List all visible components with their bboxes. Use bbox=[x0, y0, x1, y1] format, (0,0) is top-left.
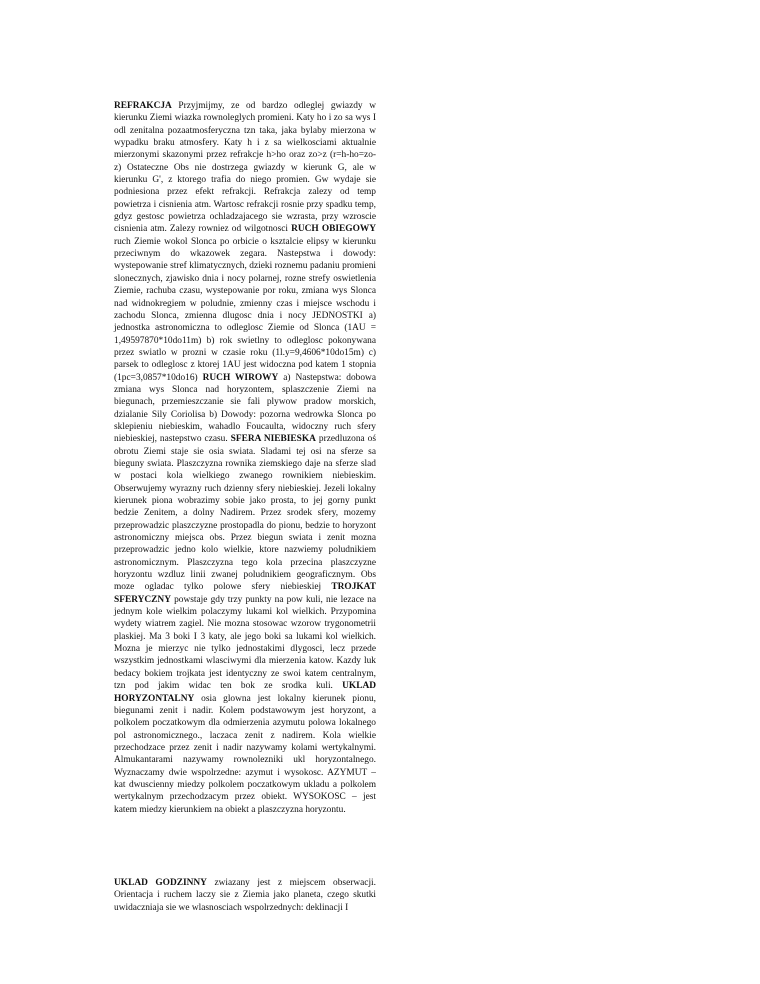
heading-uklad-horyzontalny: UKLAD HORYZONTALNY bbox=[114, 681, 376, 704]
text-uklad-horyzontalny: osia glowna jest lokalny kierunek pionu, biegunami zenit i nadir. Kolem podstawowym jest horyzont, a polkolem poczatkowym dla odmierzenia azymutu polowa lokalnego pol astronomicznego., laczaca zenit z nadirem. Kola wielkie przechodzace przez zenit i nadir nazywamy kolami wertykalnymi. Almukantarami nazywamy rownolezniki ukl horyzontalnego. Wyznaczamy dwie wspolrzedne: azymut i wysokosc. AZYMUT – kat dwuscienny miedzy polkolem poczatkowym ukladu a polkolem wertykalnym przechodzacym przez obiekt. WYSOKOSC – jest katem miedzy kierunkiem na obiekt a plaszczyzna horyzontu. bbox=[114, 693, 376, 815]
text-sfera-niebieska: przedluzona oś obrotu Ziemi staje sie osia swiata. Sladami tej osi na sferze sa bieguny swiata. Plaszczyzna rownika ziemskiego daje na sferze slad w postaci kola wielkiego zwanego rownikiem niebieskim. Obserwujemy wyrazny ruch dzienny sfery niebieskiej. Jezeli lokalny kierunek piona wobrazimy sobie jako prosta, to jej gorny punkt bedzie Zenitem, a dolny Nadirem. Przez srodek sfery, mozemy przeprowadzic plaszczyzne prostopadla do pionu, bedzie to horyzont astronomiczny miejsca obs. Przez biegun swiata i zenit mozna przeprowadzic jedno kolo wielkie, ktore nazwiemy poludnikiem astronomicznym. Plaszczyzna tego kola przecina plaszczyzne horyzontu wzdluz linii zwanej poludnikiem geograficznym. Obs moze ogladac tylko polowe sfery niebieskiej bbox=[114, 434, 376, 593]
text-ruch-wirowy: a) Nastepstwa: dobowa zmiana wys Slonca nad horyzontem, splaszczenie Ziemi na biegunach, przemieszczanie sie fali plywow pradow morskich, dzialanie Sily Coriolisa b) Dowody: pozorna wedrowka Slonca po sklepieniu niebieskim, wahadlo Foucaulta, widoczny ruch sfery niebieskiej, nastepstwo czasu. bbox=[114, 372, 376, 445]
heading-ruch-obiegowy: RUCH OBIEGOWY bbox=[291, 224, 377, 235]
heading-uklad-godzinny: UKLAD GODZINNY bbox=[114, 878, 207, 888]
heading-trojkat-sferyczny: TROJKAT SFERYCZNY bbox=[114, 582, 376, 605]
text-trojkat-sferyczny: powstaje gdy trzy punkty na pow kuli, nie lezace na jednym kole wielkim polaczymy lukami kol wielkich. Przypomina wydety wiatrem zagiel. Nie mozna stosowac wzorow trygonometrii plaskiej. Ma 3 boki I 3 katy, ale jego boki sa lukami kol wielkich. Mozna je mierzyc nie tylko jednostakimi dlygosci, lecz przede wszystkim jednostkami wlasciwymi dla mierzenia katow. Kazdy luk bedacy bokiem trojkata jest identyczny ze swoi katem centralnym, tzn pod jakim widac ten bok ze srodka kuli. bbox=[114, 594, 376, 692]
heading-sfera-niebieska: SFERA NIEBIESKA bbox=[230, 434, 316, 445]
text-refrakcja: Przyjmijmy, ze od bardzo odleglej gwiazdy w kierunku Ziemi wiazka rownoleglych promieni. Katy ho i zo sa wys I odl zenitalna pozaatmosferyczna tzn taka, jaka bylaby mierzona w wypadku braku atmosfery. Katy h i z sa wielkosciami aktualnie mierzonymi skazonymi przez refrakcje h>ho oraz zo>z (r=h-ho=zo-z) Ostateczne Obs nie dostrzega gwiazdy w kierunk G, ale w kierunku G', z ktorego trafia do niego promien. Gw wydaje sie podniesiona przez efekt refrakcji. Refrakcja zalezy od temp powietrza i cisnienia atm. Wartosc refrakcji rosnie przy spadku temp, gdyz gestosc powietrza ochladzajacego sie wzrasta, przy wzroscie cisnienia atm. Zalezy rowniez od wilgotnosci bbox=[114, 101, 376, 235]
text-ruch-obiegowy: ruch Ziemie wokol Slonca po orbicie o ksztalcie elipsy w kierunku przeciwnym do wkazowek zegara. Nastepstwa i dowody: wystepowanie stref klimatycznych, dzieki roznemu padaniu promieni slonecznych, zjawisko dnia i nocy polarnej, rozne strefy oswietlenia Ziemie, rachuba czasu, wystepowanie por roku, zmiana wys Slonca nad widnokregiem w poludnie, zmienny czas i miejsce wschodu i zachodu Slonca, zmienna dlugosc dnia i nocy JEDNOSTKI a) jednostka astronomiczna to odleglosc Ziemie od Slonca (1AU = 1,49597870*10do11m) b) rok swietlny to odleglosc pokonywana przez swiatlo w prozni w czasie roku (1l.y=9,4606*10do15m) c) parsek to odleglosc z ktorej 1AU jest widoczna pod katem 1 stopnia (1pc=3,0857*10do16) bbox=[114, 236, 376, 383]
heading-refrakcja: REFRAKCJA bbox=[114, 101, 172, 111]
paragraph-body bbox=[114, 100, 376, 816]
text-column-bottom bbox=[114, 877, 376, 914]
text-column-main bbox=[114, 100, 376, 816]
paragraph-body-2 bbox=[114, 877, 376, 914]
text-uklad-godzinny: zwiazany jest z miejscem obserwacji. Orientacja i ruchem laczy sie z Ziemia jako planeta, czego skutki uwidaczniaja sie we wlasnosciach wspolrzednych: deklinacji I bbox=[114, 878, 376, 913]
heading-ruch-wirowy: RUCH WIROWY bbox=[202, 372, 279, 383]
